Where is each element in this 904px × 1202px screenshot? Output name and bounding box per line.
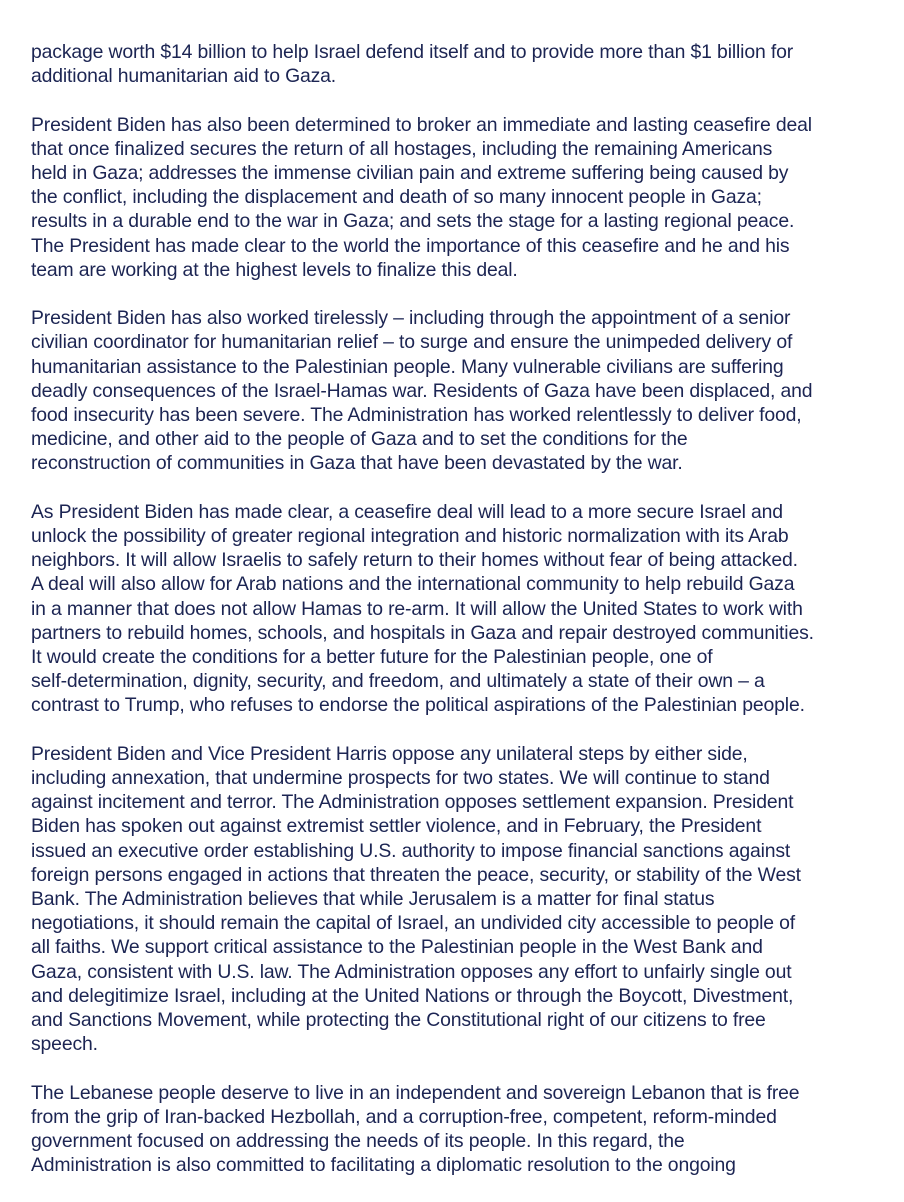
paragraph-regional-integration: As President Biden has made clear, a ceasefire deal will lead to a more secure Israel and unlock the possibility of greater regional integration and historic normalization with its Arab neighbors. It will allow Israelis to safely return to their homes without fear of being attacked. A deal will also allow for Arab nations and the international community to help rebuild Gaza in a manner that does not allow Hamas to re-arm. It will allow the United States to work with partners to rebuild homes, schools, and hospitals in Gaza and repair destroyed communities. It would create the conditions for a better future for the Palestinian people, one of self-determination, dignity, security, and freedom, and ultimately a state of their own – a contrast to Trump, who refuses to endorse the political aspirations of the Palestinian people. [31, 500, 814, 717]
paragraph-aid-package: package worth $14 billion to help Israel defend itself and to provide more than $1 billion for additional humanitarian aid to Gaza. [31, 41, 794, 88]
paragraph-two-states: President Biden and Vice President Harris oppose any unilateral steps by either side, including annexation, that undermine prospects for two states. We will continue to stand against incitement and terror. The Administration opposes settlement expansion. President Biden has spoken out against extremist settler violence, and in February, the President issued an executive order establishing U.S. authority to impose financial sanctions against foreign persons engaged in actions that threaten the peace, security, or stability of the West Bank. The Administration believes that while Jerusalem is a matter for final status negotiations, it should remain the capital of Israel, an undivided city accessible to people of all faiths. We support critical assistance to the Palestinian people in the West Bank and Gaza, consistent with U.S. law. The Administration opposes any effort to unfairly single out and delegitimize Israel, including at the United Nations or through the Boycott, Divestment, and Sanctions Movement, while protecting the Constitutional right of our citizens to free speech. [31, 742, 801, 1056]
paragraph-humanitarian-assistance: President Biden has also worked tirelessly – including through the appointment of a senior civilian coordinator for humanitarian relief – to surge and ensure the unimpeded delivery of humanitarian assistance to the Palestinian people. Many vulnerable civilians are suffering deadly consequences of the Israel-Hamas war. Residents of Gaza have been displaced, and food insecurity has been severe. The Administration has worked relentlessly to deliver food, medicine, and other aid to the people of Gaza and to set the conditions for the reconstruction of communities in Gaza that have been devastated by the war. [31, 307, 813, 475]
document-body [31, 40, 891, 1202]
paragraph-ceasefire-deal: President Biden has also been determined to broker an immediate and lasting ceasefire deal that once finalized secures the return of all hostages, including the remaining Americans held in Gaza; addresses the immense civilian pain and extreme suffering being caused by the conflict, including the displacement and death of so many innocent people in Gaza; results in a durable end to the war in Gaza; and sets the stage for a lasting regional peace. The President has made clear to the world the importance of this ceasefire and he and his team are working at the highest levels to finalize this deal. [31, 113, 812, 281]
paragraph-lebanon: The Lebanese people deserve to live in an independent and sovereign Lebanon that is free from the grip of Iran-backed Hezbollah, and a corruption-free, competent, reform-minded government focused on addressing the needs of its people. In this regard, the Administration is also committed to facilitating a diplomatic resolution to the ongoing [31, 1081, 800, 1177]
